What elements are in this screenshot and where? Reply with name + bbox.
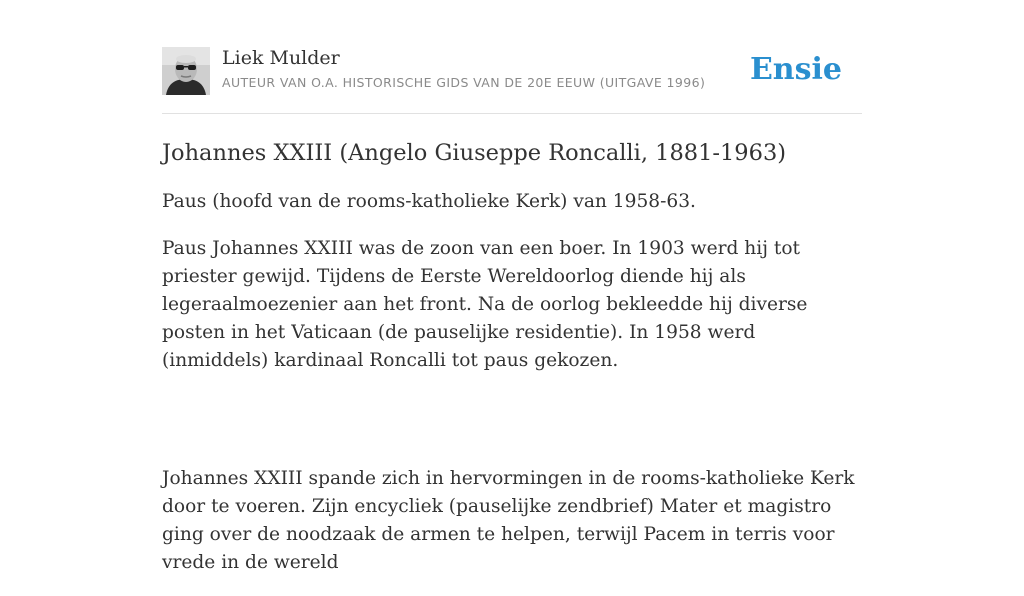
header-divider — [162, 113, 862, 114]
author-photo — [162, 47, 210, 95]
article-title: Johannes XXIII (Angelo Giuseppe Roncalli, 1881-1963) — [162, 140, 787, 166]
author-name[interactable]: Liek Mulder — [222, 47, 340, 69]
article-paragraph: Paus (hoofd van de rooms-katholieke Kerk) van 1958-63. — [162, 191, 696, 212]
ensie-logo[interactable]: Ensie — [749, 52, 842, 87]
article-paragraph: Johannes XXIII spande zich in hervormingen in de rooms-katholieke Kerk door te voeren. Zijn encycliek (pauselijke zendbrief) Mater et magistro ging over de noodzaak de armen te helpen, terwijl Pacem in terris voor vrede in de wereld — [162, 468, 855, 573]
author-subtitle: AUTEUR VAN O.A. HISTORISCHE GIDS VAN DE 20E EEUW (UITGAVE 1996) — [222, 75, 706, 90]
paragraph-spacer — [162, 394, 862, 465]
author-header — [162, 46, 862, 96]
article — [162, 136, 862, 596]
author-avatar[interactable] — [162, 47, 210, 95]
article-paragraph: Paus Johannes XXIII was de zoon van een boer. In 1903 werd hij tot priester gewijd. Tijdens de Eerste Wereldoorlog diende hij als legeraalmoezenier aan het front. Na de oorlog bekleedde hij diverse posten in het Vaticaan (de pauselijke residentie). In 1958 werd (inmiddels) kardinaal Roncalli tot paus gekozen. — [162, 238, 808, 371]
